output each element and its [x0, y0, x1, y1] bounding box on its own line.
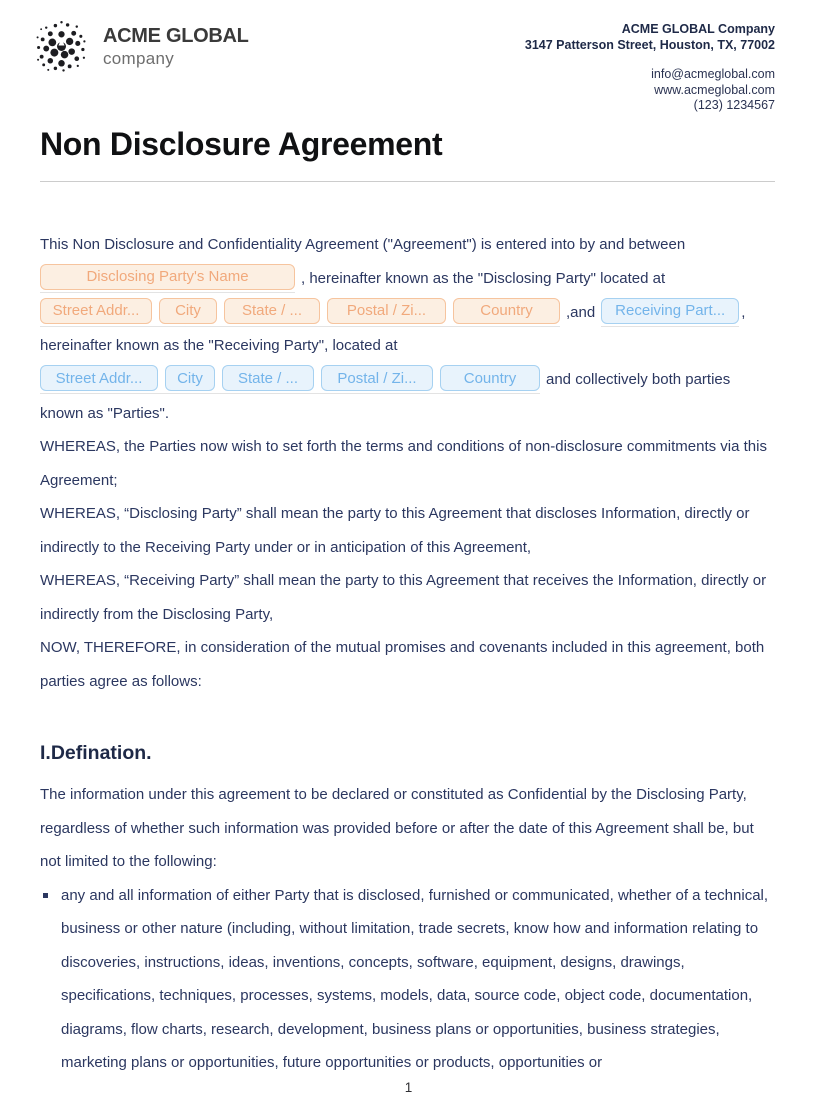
title-divider — [40, 181, 775, 182]
and-separator-text: ,and — [566, 303, 596, 321]
page-title: Non Disclosure Agreement — [40, 125, 443, 162]
company-address: 3147 Patterson Street, Houston, TX, 77002 — [524, 37, 775, 52]
parties-line: known as "Parties". — [40, 404, 170, 422]
whereas-1: WHEREAS, the Parties now wish to set forth the terms and conditions of non-disclosure commitments via this Agreement; — [40, 438, 767, 489]
brand-name: ACME GLOBAL — [103, 24, 249, 47]
receiving-intro-line: hereinafter known as the "Receiving Party", located at — [40, 337, 398, 354]
disclosing-country-field[interactable]: Country — [453, 298, 560, 324]
whereas-3: WHEREAS, “Receiving Party” shall mean the party to this Agreement that receives the Information, directly or indirectly from the Disclosing Party, — [40, 572, 767, 623]
company-info — [525, 18, 775, 114]
after-receiving-address-text: and collectively both parties — [546, 371, 731, 388]
disclosing-address-group — [40, 298, 560, 327]
section-1-bullet-list — [40, 879, 775, 1080]
disclosing-party-name-field[interactable]: Disclosing Party's Name — [40, 264, 295, 290]
disclosing-name-line — [40, 261, 775, 295]
receiving-city-field[interactable]: City — [165, 365, 215, 391]
company-website: www.acmeglobal.com — [654, 82, 775, 97]
company-phone: (123) 1234567 — [693, 98, 775, 112]
receiving-name-group — [601, 298, 739, 327]
letterhead — [0, 0, 817, 114]
dotted-globe-icon — [33, 18, 90, 75]
section-1-intro: The information under this agreement to be declared or constituted as Confidential by the Disclosing Party, regardless of whether such information was provided before or after the date of this Agreement shall be, but not limited to the following: — [40, 786, 754, 870]
receiving-street-field[interactable]: Street Addr... — [40, 365, 158, 391]
document-body — [40, 228, 775, 1080]
receiving-address-line — [40, 363, 775, 397]
list-item-text: any and all information of either Party that is disclosed, furnished or communicated, whether of a technical, business or other nature (including, without limitation, trade secrets, know how and information relating to discoveries, instructions, ideas, inventions, concepts, software, equipment, designs, drawings, specifications, techniques, processes, systems, models, data, source code, object code, documentation, diagrams, flow charts, research, development, business plans or opportunities, business strategies, marketing plans or opportunities, future opportunities or products, opportunities or — [61, 886, 769, 1071]
after-disclosing-name-text: , hereinafter known as the "Disclosing Party" located at — [301, 269, 666, 287]
receiving-address-group — [40, 365, 540, 394]
bullet-square-icon — [43, 893, 48, 898]
company-email: info@acmeglobal.com — [651, 67, 775, 81]
disclosing-name-group — [40, 264, 295, 293]
disclosing-address-line — [40, 295, 775, 329]
receiving-postal-field[interactable]: Postal / Zi... — [321, 365, 433, 391]
trailing-comma-text: , — [741, 303, 746, 321]
receiving-country-field[interactable]: Country — [440, 365, 540, 391]
section-1-heading: I.Defination. — [40, 742, 152, 764]
disclosing-city-field[interactable]: City — [159, 298, 217, 324]
disclosing-state-field[interactable]: State / ... — [224, 298, 320, 324]
receiving-party-name-field[interactable]: Receiving Part... — [601, 298, 739, 324]
brand-logo — [33, 18, 249, 75]
intro-line: This Non Disclosure and Confidentiality Agreement ("Agreement") is entered into by and between — [40, 235, 686, 253]
disclosing-postal-field[interactable]: Postal / Zi... — [327, 298, 446, 324]
now-therefore: NOW, THEREFORE, in consideration of the mutual promises and covenants included in this agreement, both parties agree as follows: — [40, 639, 765, 690]
whereas-2: WHEREAS, “Disclosing Party” shall mean the party to this Agreement that discloses Information, directly or indirectly to the Receiving Party under or in anticipation of this Agreement, — [40, 505, 750, 556]
page-number: 1 — [404, 1080, 413, 1095]
receiving-state-field[interactable]: State / ... — [222, 365, 314, 391]
disclosing-street-field[interactable]: Street Addr... — [40, 298, 152, 324]
list-item — [40, 879, 775, 1080]
company-name: ACME GLOBAL Company — [621, 22, 775, 36]
brand-subtitle: company — [103, 48, 175, 68]
company-contact — [525, 67, 775, 114]
